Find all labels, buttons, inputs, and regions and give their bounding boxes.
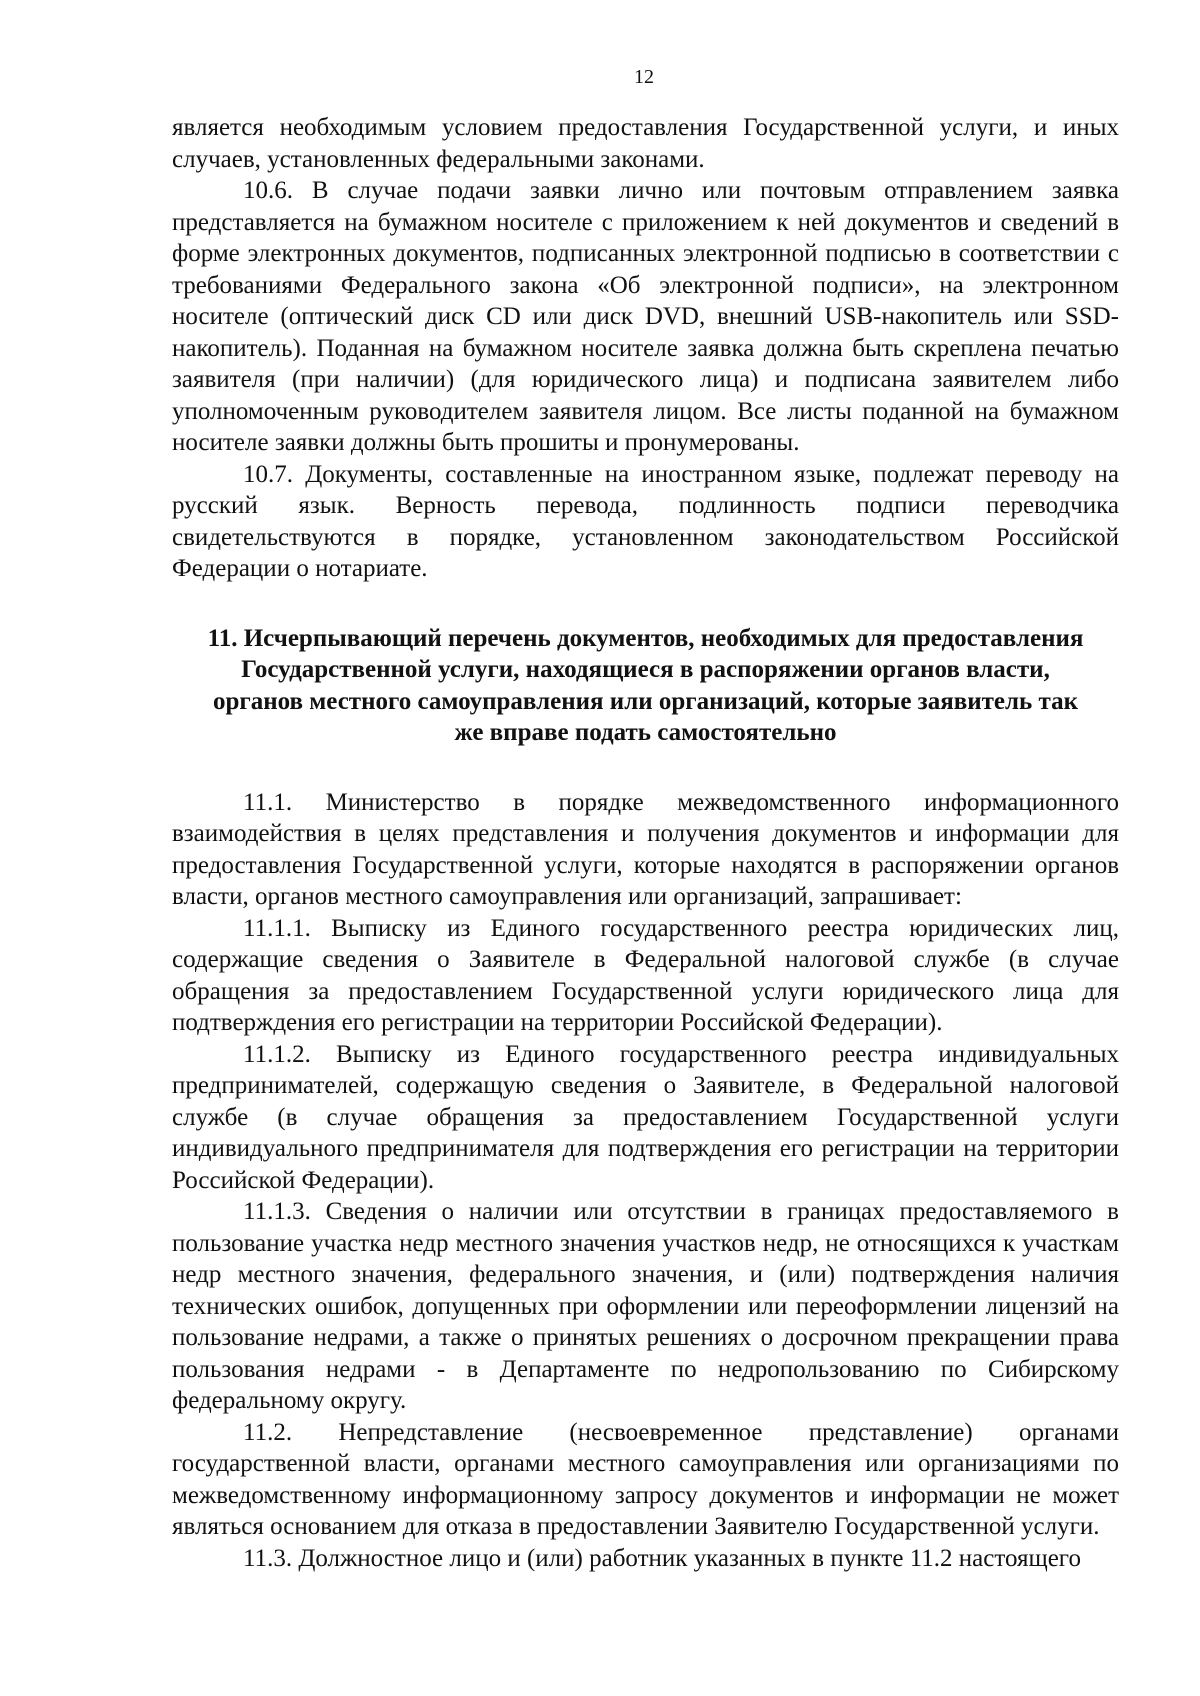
page-number: 12 (634, 66, 654, 88)
paragraph-11-1-3: 11.1.3. Сведения о наличии или отсутствии в границах предоставляемого в пользование участка недр местного значения участков недр, не относящихся к участкам недр местного значения, федерального значения, и (или) подтверждения наличия технических ошибок, допущенных при оформлении или переоформлении лицензий на пользование недрами, а также о принятых решениях о досрочном прекращении права пользования недрами - в Департаменте по недропользованию по Сибирскому федеральному округу. (172, 1198, 1119, 1414)
section-heading-11: 11. Исчерпывающий перечень документов, необходимых для предоставления Государственной услуги, находящиеся в распоряжении органов власти, органов местного самоуправления или организаций, которые заявитель так же вправе подать самостоятельно (207, 624, 1084, 746)
paragraph-11-1: 11.1. Министерство в порядке межведомственного информационного взаимодействия в целях представления и получения документов и информации для предоставления Государственной услуги, которые находятся в распоряжении органов власти, органов местного самоуправления или организаций, запрашивает: (172, 788, 1119, 910)
paragraph-11-3: 11.3. Должностное лицо и (или) работник указанных в пункте 11.2 настоящего (243, 1544, 1081, 1572)
paragraph-11-1-1: 11.1.1. Выписку из Единого государственного реестра юридических лиц, содержащие сведения о Заявителе в Федеральной налоговой службе (в случае обращения за предоставлением Государственной услуги юридического лица для подтверждения его регистрации на территории Российской Федерации). (172, 914, 1119, 1036)
paragraph-continuation: является необходимым условием предоставления Государственной услуги, и иных случаев, установленных федеральными законами. (172, 114, 1119, 173)
paragraph-11-1-2: 11.1.2. Выписку из Единого государственного реестра индивидуальных предпринимателей, содержащую сведения о Заявителе, в Федеральной налоговой службе (в случае обращения за предоставлением Государственной услуги индивидуального предпринимателя для подтверждения его регистрации на территории Российской Федерации). (172, 1040, 1119, 1194)
paragraph-10-7: 10.7. Документы, составленные на иностранном языке, подлежат переводу на русский язык. Верность перевода, подлинность подписи переводчика свидетельствуются в порядке, установленном законодательством Российской Федерации о нотариате. (172, 460, 1119, 582)
paragraph-11-2: 11.2. Непредставление (несвоевременное представление) органами государственной власти, органами местного самоуправления или организациями по межведомственному информационному запросу документов и информации не может являться основанием для отказа в предоставлении Заявителю Государственной услуги. (172, 1418, 1119, 1540)
paragraph-10-6: 10.6. В случае подачи заявки лично или почтовым отправлением заявка представляется на бумажном носителе с приложением к ней документов и сведений в форме электронных документов, подписанных электронной подписью в соответствии с требованиями Федерального закона «Об электронной подписи», на электронном носителе (оптический диск CD или диск DVD, внешний USB-накопитель или SSD-накопитель). Поданная на бумажном носителе заявка должна быть скреплена печатью заявителя (при наличии) (для юридического лица) и подписана заявителем либо уполномоченным руководителем заявителя лицом. Все листы поданной на бумажном носителе заявки должны быть прошиты и пронумерованы. (172, 177, 1119, 456)
document-body (172, 112, 1119, 1574)
